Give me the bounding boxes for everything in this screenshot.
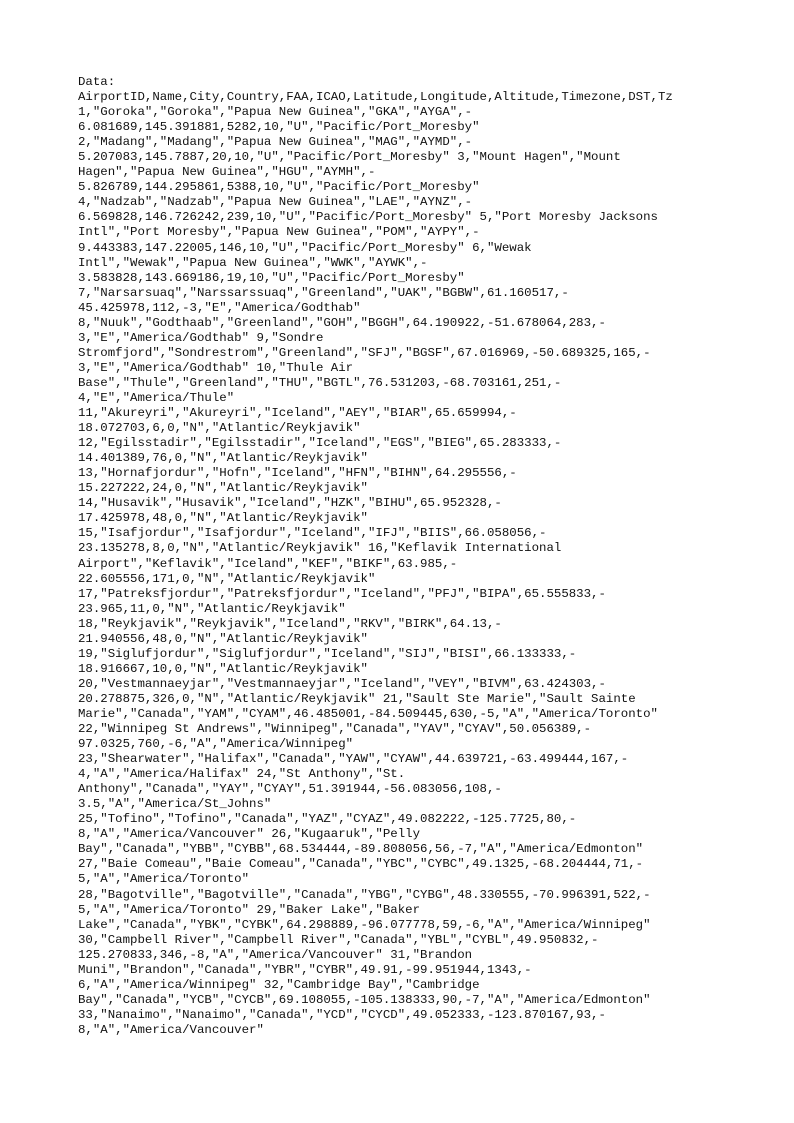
csv-text-line: 4,"Nadzab","Nadzab","Papua New Guinea","LAE","AYNZ",-: [78, 195, 473, 210]
csv-text-line: 6.081689,145.391881,5282,10,"U","Pacific/Port_Moresby": [78, 120, 480, 135]
csv-text-line: 9.443383,147.22005,146,10,"U","Pacific/Port_Moresby" 6,"Wewak: [78, 240, 532, 255]
csv-text-line: 21.940556,48,0,"N","Atlantic/Reykjavik": [78, 631, 368, 646]
csv-text-line: Marie","Canada","YAM","CYAM",46.485001,-84.509445,630,-5,"A","America/Toronto": [78, 706, 658, 721]
csv-text-line: 8,"Nuuk","Godthaab","Greenland","GOH","BGGH",64.190922,-51.678064,283,-: [78, 315, 606, 330]
csv-text-line: 14,"Husavik","Husavik","Iceland","HZK","BIHU",65.952328,-: [78, 496, 502, 511]
csv-text-line: 23,"Shearwater","Halifax","Canada","YAW","CYAW",44.639721,-63.499444,167,-: [78, 752, 629, 767]
csv-text-line: 17.425978,48,0,"N","Atlantic/Reykjavik": [78, 511, 368, 526]
csv-text-line: 18,"Reykjavik","Reykjavik","Iceland","RKV","BIRK",64.13,-: [78, 616, 502, 631]
csv-text-line: 23.965,11,0,"N","Atlantic/Reykjavik": [78, 601, 346, 616]
csv-text-line: 28,"Bagotville","Bagotville","Canada","YBG","CYBG",48.330555,-70.996391,522,-: [78, 887, 651, 902]
csv-text-line: 3.583828,143.669186,19,10,"U","Pacific/Port_Moresby": [78, 270, 465, 285]
csv-text-line: 7,"Narsarsuaq","Narssarssuaq","Greenland","UAK","BGBW",61.160517,-: [78, 285, 569, 300]
csv-text-line: 45.425978,112,-3,"E","America/Godthab": [78, 300, 361, 315]
csv-text-line: 15.227222,24,0,"N","Atlantic/Reykjavik": [78, 481, 368, 496]
csv-text-line: Bay","Canada","YCB","CYCB",69.108055,-105.138333,90,-7,"A","America/Edmonton": [78, 992, 651, 1007]
csv-text-line: 1,"Goroka","Goroka","Papua New Guinea","GKA","AYGA",-: [78, 105, 473, 120]
csv-text-line: Hagen","Papua New Guinea","HGU","AYMH",-: [78, 165, 376, 180]
csv-text-line: 4,"A","America/Halifax" 24,"St Anthony","St.: [78, 767, 406, 782]
csv-text-line: 5,"A","America/Toronto": [78, 872, 250, 887]
document-page: [78, 75, 778, 1038]
csv-text-line: Lake","Canada","YBK","CYBK",64.298889,-96.077778,59,-6,"A","America/Winnipeg": [78, 917, 651, 932]
csv-text-line: 6.569828,146.726242,239,10,"U","Pacific/Port_Moresby" 5,"Port Moresby Jacksons: [78, 210, 658, 225]
csv-text-line: 23.135278,8,0,"N","Atlantic/Reykjavik" 16,"Keflavik International: [78, 541, 562, 556]
csv-text-line: Stromfjord","Sondrestrom","Greenland","SFJ","BGSF",67.016969,-50.689325,165,-: [78, 345, 651, 360]
csv-text-line: 5,"A","America/Toronto" 29,"Baker Lake","Baker: [78, 902, 421, 917]
csv-text-line: 8,"A","America/Vancouver" 26,"Kugaaruk","Pelly: [78, 827, 421, 842]
csv-text-line: 19,"Siglufjordur","Siglufjordur","Iceland","SIJ","BISI",66.133333,-: [78, 646, 577, 661]
csv-text-line: 20.278875,326,0,"N","Atlantic/Reykjavik" 21,"Sault Ste Marie","Sault Sainte: [78, 691, 636, 706]
csv-text-line: 22,"Winnipeg St Andrews","Winnipeg","Canada","YAV","CYAV",50.056389,-: [78, 722, 592, 737]
csv-text-line: Intl","Wewak","Papua New Guinea","WWK","AYWK",-: [78, 255, 428, 270]
csv-text-line: 25,"Tofino","Tofino","Canada","YAZ","CYAZ",49.082222,-125.7725,80,-: [78, 812, 577, 827]
csv-text-line: 22.605556,171,0,"N","Atlantic/Reykjavik": [78, 571, 376, 586]
csv-text-line: Bay","Canada","YBB","CYBB",68.534444,-89.808056,56,-7,"A","America/Edmonton": [78, 842, 644, 857]
csv-text-line: 18.072703,6,0,"N","Atlantic/Reykjavik": [78, 421, 361, 436]
csv-text-line: 5.207083,145.7887,20,10,"U","Pacific/Port_Moresby" 3,"Mount Hagen","Mount: [78, 150, 621, 165]
csv-text-line: 3.5,"A","America/St_Johns": [78, 797, 272, 812]
csv-text-line: 18.916667,10,0,"N","Atlantic/Reykjavik": [78, 661, 368, 676]
csv-text-line: Anthony","Canada","YAY","CYAY",51.391944,-56.083056,108,-: [78, 782, 502, 797]
csv-text-line: 33,"Nanaimo","Nanaimo","Canada","YCD","CYCD",49.052333,-123.870167,93,-: [78, 1007, 606, 1022]
csv-text-line: 3,"E","America/Godthab" 10,"Thule Air: [78, 360, 354, 375]
csv-text-line: 4,"E","America/Thule": [78, 390, 235, 405]
csv-text-line: 13,"Hornafjordur","Hofn","Iceland","HFN","BIHN",64.295556,-: [78, 466, 517, 481]
csv-text-line: 6,"A","America/Winnipeg" 32,"Cambridge Bay","Cambridge: [78, 977, 480, 992]
csv-header-line: AirportID,Name,City,Country,FAA,ICAO,Latitude,Longitude,Altitude,Timezone,DST,Tz: [78, 90, 673, 105]
csv-text-line: 3,"E","America/Godthab" 9,"Sondre: [78, 330, 324, 345]
csv-text-line: 12,"Egilsstadir","Egilsstadir","Iceland","EGS","BIEG",65.283333,-: [78, 436, 562, 451]
data-heading: Data:: [78, 75, 116, 89]
csv-text-line: 2,"Madang","Madang","Papua New Guinea","MAG","AYMD",-: [78, 135, 473, 150]
csv-text-line: Intl","Port Moresby","Papua New Guinea","POM","AYPY",-: [78, 225, 480, 240]
csv-text-line: 27,"Baie Comeau","Baie Comeau","Canada","YBC","CYBC",49.1325,-68.204444,71,-: [78, 857, 644, 872]
csv-text-line: 17,"Patreksfjordur","Patreksfjordur","Iceland","PFJ","BIPA",65.555833,-: [78, 586, 606, 601]
csv-text-line: Base","Thule","Greenland","THU","BGTL",76.531203,-68.703161,251,-: [78, 375, 562, 390]
csv-text-line: Muni","Brandon","Canada","YBR","CYBR",49.91,-99.951944,1343,-: [78, 962, 532, 977]
csv-text-line: Airport","Keflavik","Iceland","KEF","BIKF",63.985,-: [78, 556, 458, 571]
csv-text-line: 15,"Isafjordur","Isafjordur","Iceland","IFJ","BIIS",66.058056,-: [78, 526, 547, 541]
csv-text-line: 5.826789,144.295861,5388,10,"U","Pacific/Port_Moresby": [78, 180, 480, 195]
csv-text-line: 20,"Vestmannaeyjar","Vestmannaeyjar","Iceland","VEY","BIVM",63.424303,-: [78, 676, 606, 691]
csv-text-line: 30,"Campbell River","Campbell River","Canada","YBL","CYBL",49.950832,-: [78, 932, 599, 947]
csv-text-line: 8,"A","America/Vancouver": [78, 1022, 264, 1037]
csv-text-line: 125.270833,346,-8,"A","America/Vancouver" 31,"Brandon: [78, 947, 473, 962]
csv-text-line: 14.401389,76,0,"N","Atlantic/Reykjavik": [78, 451, 368, 466]
csv-text-line: 97.0325,760,-6,"A","America/Winnipeg": [78, 737, 354, 752]
csv-text-line: 11,"Akureyri","Akureyri","Iceland","AEY","BIAR",65.659994,-: [78, 406, 517, 421]
